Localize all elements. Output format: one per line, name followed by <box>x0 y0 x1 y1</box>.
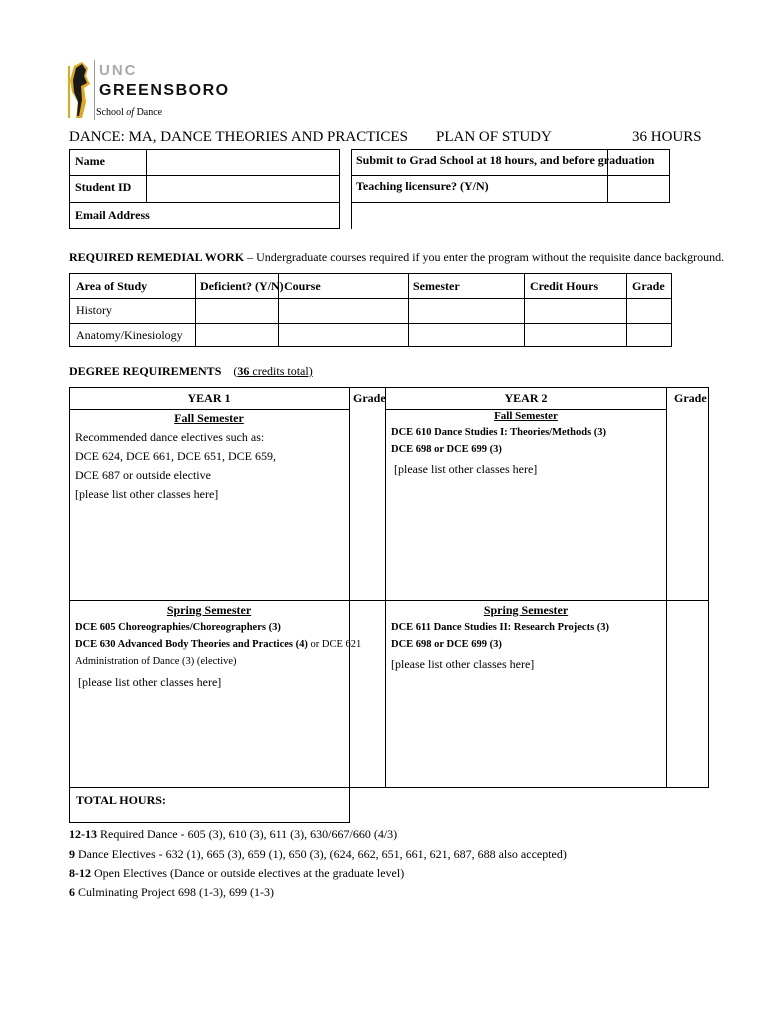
year1-spring-line: Administration of Dance (3) (elective) <box>75 656 237 667</box>
col-credit-hours: Credit Hours <box>530 279 599 293</box>
spartan-head-icon <box>68 62 94 120</box>
year2-fall-line: [please list other classes here] <box>394 462 538 476</box>
year1-fall-line: Recommended dance electives such as: <box>75 430 265 444</box>
degree-table <box>69 387 709 790</box>
year2-fall-grade-field[interactable] <box>667 410 708 600</box>
plan-title: PLAN OF STUDY <box>436 129 552 145</box>
name-field[interactable] <box>146 150 339 174</box>
col-grade: Grade <box>632 279 665 293</box>
student-id-label: Student ID <box>75 180 132 194</box>
col-course: Course <box>284 279 321 293</box>
email-field[interactable] <box>146 202 339 228</box>
row-anatomy: Anatomy/Kinesiology <box>76 328 183 342</box>
year2-title: YEAR 2 <box>504 391 548 405</box>
year1-grade: Grade <box>353 391 386 405</box>
teaching-label: Teaching licensure? (Y/N) <box>356 179 489 193</box>
year1-fall-line: [please list other classes here] <box>75 487 219 501</box>
note-line: 12-13 Required Dance - 605 (3), 610 (3), 611 (3), 630/667/660 (4/3) <box>69 827 398 841</box>
year1-fall-title: Fall Semester <box>174 411 244 425</box>
year2-grade: Grade <box>674 391 707 405</box>
year2-spring-line: [please list other classes here] <box>391 657 535 671</box>
name-label: Name <box>75 154 105 168</box>
col-area-of-study: Area of Study <box>76 279 148 293</box>
year2-fall-line: DCE 698 or DCE 699 (3) <box>391 444 502 455</box>
student-id-field[interactable] <box>146 176 339 200</box>
logo-greensboro: GREENSBORO <box>99 82 230 99</box>
note-line: 9 Dance Electives - 632 (1), 665 (3), 659 (1), 650 (3), (624, 662, 651, 661, 621, 687, 688 also accepted) <box>69 847 567 861</box>
year1-fall-line: DCE 687 or outside elective <box>75 468 211 482</box>
logo-unc: UNC <box>99 62 138 79</box>
col-semester: Semester <box>413 279 460 293</box>
logo <box>66 60 230 126</box>
col-deficient: Deficient? (Y/N) <box>200 279 284 293</box>
note-line: 6 Culminating Project 698 (1-3), 699 (1-3) <box>69 885 274 899</box>
note-line: 8-12 Open Electives (Dance or outside electives at the graduate level) <box>69 866 405 880</box>
program-title: DANCE: MA, DANCE THEORIES AND PRACTICES <box>69 129 408 145</box>
row-history: History <box>76 303 112 317</box>
logo-school: School of Dance <box>96 107 163 118</box>
year1-spring-title: Spring Semester <box>166 603 252 617</box>
email-label: Email Address <box>75 208 150 222</box>
year1-spring-line: [please list other classes here] <box>78 675 222 689</box>
year1-fall-grade-field[interactable] <box>350 410 385 600</box>
remedial-heading: REQUIRED REMEDIAL WORK – Undergraduate courses required if you enter the program without the requisite dance background. <box>69 250 725 264</box>
year1-fall-line: DCE 624, DCE 661, DCE 651, DCE 659, <box>75 449 276 463</box>
hours-title: 36 HOURS <box>632 129 702 145</box>
teaching-field[interactable] <box>609 176 669 202</box>
submit-label: Submit to Grad School at 18 hours, and before graduation <box>356 153 655 167</box>
year1-spring-line: DCE 630 Advanced Body Theories and Practices (4) or DCE 621 <box>75 639 362 650</box>
year2-fall-line: DCE 610 Dance Studies I: Theories/Methods (3) <box>391 427 607 438</box>
submit-field[interactable] <box>609 150 669 174</box>
year2-fall-title: Fall Semester <box>494 410 558 422</box>
degree-heading: DEGREE REQUIREMENTS (36 credits total) <box>69 364 313 378</box>
total-hours-label: TOTAL HOURS: <box>76 793 166 807</box>
year1-title: YEAR 1 <box>187 391 231 405</box>
year2-spring-title: Spring Semester <box>483 603 569 617</box>
year1-spring-line: DCE 605 Choreographies/Choreographers (3) <box>75 622 281 633</box>
year2-spring-line: DCE 698 or DCE 699 (3) <box>391 639 502 650</box>
year2-spring-line: DCE 611 Dance Studies II: Research Projects (3) <box>391 622 610 633</box>
total-hours-box <box>69 787 350 823</box>
remedial-table <box>69 273 672 347</box>
